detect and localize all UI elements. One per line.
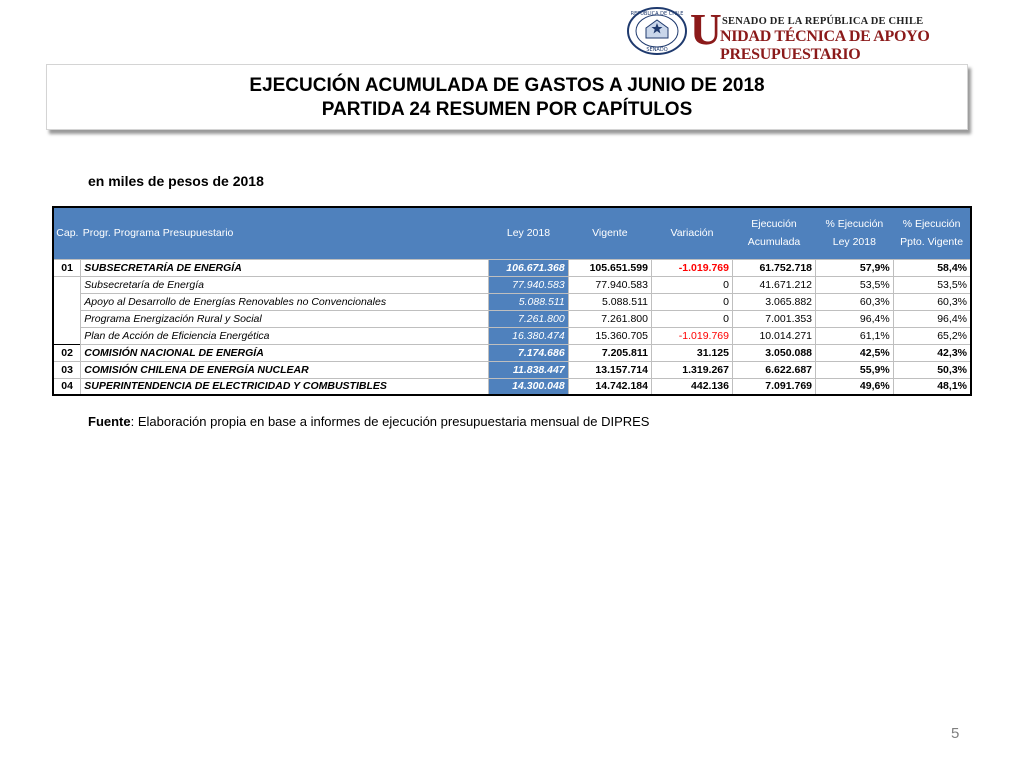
col-header-ejecucion: Ejecución Acumulada: [732, 207, 815, 259]
svg-text:REPÚBLICA DE CHILE: REPÚBLICA DE CHILE: [630, 11, 684, 17]
table-cell: 02: [53, 344, 81, 361]
col-header-variacion: Variación: [651, 207, 732, 259]
table-cell: [53, 310, 81, 327]
table-cell: 7.174.686: [489, 344, 568, 361]
table-cell: 96,4%: [816, 310, 894, 327]
table-cell: 7.205.811: [568, 344, 651, 361]
table-cell: 49,6%: [816, 378, 894, 395]
table-cell: Plan de Acción de Eficiencia Energética: [81, 327, 489, 344]
budget-table: [52, 206, 972, 396]
table-cell: 3.065.882: [732, 293, 815, 310]
table-cell: [53, 327, 81, 344]
table-cell: 42,5%: [816, 344, 894, 361]
table-cell: 11.838.447: [489, 361, 568, 378]
table-cell: 7.261.800: [568, 310, 651, 327]
table-cell: -1.019.769: [651, 259, 732, 276]
table-cell: Apoyo al Desarrollo de Energías Renovables no Convencionales: [81, 293, 489, 310]
table-cell: 65,2%: [893, 327, 971, 344]
table-cell: 7.261.800: [489, 310, 568, 327]
table-cell: 77.940.583: [568, 276, 651, 293]
table-cell: 1.319.267: [651, 361, 732, 378]
units-note: en miles de pesos de 2018: [88, 173, 264, 189]
table-cell: 61,1%: [816, 327, 894, 344]
table-row: [53, 310, 971, 327]
table-cell: 0: [651, 276, 732, 293]
page-number: 5: [951, 725, 960, 742]
svg-text:SENADO: SENADO: [646, 47, 668, 53]
table-cell: 61.752.718: [732, 259, 815, 276]
table-cell: 5.088.511: [489, 293, 568, 310]
table-cell: [53, 276, 81, 293]
table-cell: 442.136: [651, 378, 732, 395]
table-cell: 77.940.583: [489, 276, 568, 293]
table-row: [53, 344, 971, 361]
table-cell: Subsecretaría de Energía: [81, 276, 489, 293]
table-cell: 7.091.769: [732, 378, 815, 395]
table-cell: 10.014.271: [732, 327, 815, 344]
table-cell: 55,9%: [816, 361, 894, 378]
col-header-vigente: Vigente: [568, 207, 651, 259]
table-cell: 04: [53, 378, 81, 395]
table-cell: [53, 293, 81, 310]
table-cell: 105.651.599: [568, 259, 651, 276]
table-cell: 106.671.368: [489, 259, 568, 276]
table-cell: 0: [651, 310, 732, 327]
table-cell: COMISIÓN NACIONAL DE ENERGÍA: [81, 344, 489, 361]
table-cell: 13.157.714: [568, 361, 651, 378]
table-row: [53, 327, 971, 344]
table-cell: 42,3%: [893, 344, 971, 361]
col-header-cap: Cap.: [53, 207, 81, 259]
unit-name: NIDAD TÉCNICA DE APOYO PRESUPUESTARIO: [720, 28, 930, 63]
col-header-ley: Ley 2018: [489, 207, 568, 259]
table-row: [53, 276, 971, 293]
table-cell: 41.671.212: [732, 276, 815, 293]
table-cell: 3.050.088: [732, 344, 815, 361]
table-cell: Programa Energización Rural y Social: [81, 310, 489, 327]
source-label: Fuente: [88, 414, 131, 429]
table-cell: 14.300.048: [489, 378, 568, 395]
table-cell: 0: [651, 293, 732, 310]
table-cell: 57,9%: [816, 259, 894, 276]
table-cell: 96,4%: [893, 310, 971, 327]
table-row: [53, 259, 971, 276]
table-cell: 14.742.184: [568, 378, 651, 395]
table-cell: 53,5%: [893, 276, 971, 293]
table-cell: 48,1%: [893, 378, 971, 395]
table-cell: SUBSECRETARÍA DE ENERGÍA: [81, 259, 489, 276]
col-header-pct-vigente: % Ejecución Ppto. Vigente: [893, 207, 971, 259]
table-row: [53, 293, 971, 310]
table-header-row: [53, 207, 971, 259]
table-cell: 50,3%: [893, 361, 971, 378]
table-cell: -1.019.769: [651, 327, 732, 344]
col-header-pct-ley: % Ejecución Ley 2018: [816, 207, 894, 259]
table-cell: 53,5%: [816, 276, 894, 293]
table-cell: SUPERINTENDENCIA DE ELECTRICIDAD Y COMBUSTIBLES: [81, 378, 489, 395]
table-row: [53, 378, 971, 395]
table-cell: 01: [53, 259, 81, 276]
table-cell: 16.380.474: [489, 327, 568, 344]
table-cell: 58,4%: [893, 259, 971, 276]
col-header-program: Progr. Programa Presupuestario: [81, 207, 489, 259]
senate-name: SENADO DE LA REPÚBLICA DE CHILE: [722, 16, 924, 27]
senate-seal-icon: [626, 6, 688, 56]
senate-logo: [626, 5, 1018, 63]
title-box: [46, 64, 968, 130]
source-note: [88, 414, 649, 429]
page-title: EJECUCIÓN ACUMULADA DE GASTOS A JUNIO DE 2018: [249, 75, 765, 96]
table-cell: COMISIÓN CHILENA DE ENERGÍA NUCLEAR: [81, 361, 489, 378]
table-cell: 6.622.687: [732, 361, 815, 378]
table-cell: 5.088.511: [568, 293, 651, 310]
table-cell: 15.360.705: [568, 327, 651, 344]
page-subtitle: PARTIDA 24 RESUMEN POR CAPÍTULOS: [321, 99, 693, 120]
table-cell: 7.001.353: [732, 310, 815, 327]
source-text: : Elaboración propia en base a informes de ejecución presupuestaria mensual de DIPRES: [130, 414, 650, 429]
table-cell: 60,3%: [816, 293, 894, 310]
unit-initial: U: [690, 5, 722, 54]
table-row: [53, 361, 971, 378]
table-cell: 60,3%: [893, 293, 971, 310]
table-cell: 03: [53, 361, 81, 378]
table-cell: 31.125: [651, 344, 732, 361]
